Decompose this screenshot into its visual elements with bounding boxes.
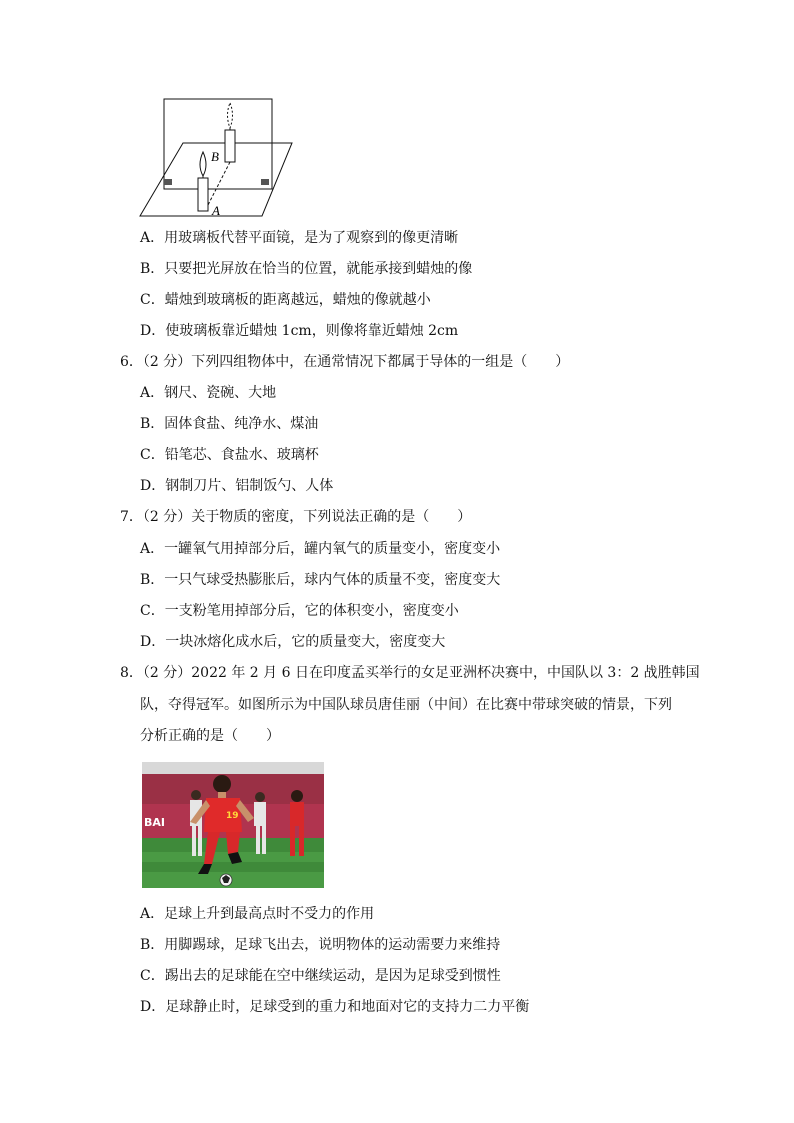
q8-option-b: B．用脚踢球，足球飞出去，说明物体的运动需要力来维持 (140, 937, 501, 953)
q5-option-a: A．用玻璃板代替平面镜，是为了观察到的像更清晰 (140, 230, 459, 246)
q8-option-c: C．踢出去的足球能在空中继续运动，是因为足球受到惯性 (140, 968, 501, 984)
q6-option-b: B．固体食盐、纯净水、煤油 (140, 416, 319, 432)
label-b: B (211, 149, 219, 164)
q6-stem: 6．（2 分）下列四组物体中，在通常情况下都属于导体的一组是（ ） (120, 354, 570, 370)
q5-option-c: C．蜡烛到玻璃板的距离越远，蜡烛的像就越小 (140, 292, 431, 308)
q7-option-d: D．一块冰熔化成水后，它的质量变大，密度变大 (140, 634, 446, 650)
q8-stem-line-1: 8．（2 分）2022 年 2 月 6 日在印度孟买举行的女足亚洲杯决赛中，中国队以 3：2 战胜韩国 (120, 665, 700, 681)
q8-option-d: D．足球静止时，足球受到的重力和地面对它的支持力二力平衡 (140, 999, 530, 1015)
q6-option-a: A．钢尺、瓷碗、大地 (140, 385, 277, 401)
q6-option-c: C．铅笔芯、食盐水、玻璃杯 (140, 447, 319, 463)
label-a: A (212, 203, 220, 218)
jersey-number: 19 (226, 811, 239, 821)
soccer-photo (142, 762, 324, 888)
plane-mirror-figure (135, 95, 315, 220)
q7-option-c: C．一支粉笔用掉部分后，它的体积变小，密度变小 (140, 603, 459, 619)
q8-option-a: A．足球上升到最高点时不受力的作用 (140, 906, 375, 922)
q5-option-d: D．使玻璃板靠近蜡烛 1cm，则像将靠近蜡烛 2cm (140, 323, 459, 339)
board-text: BAI (144, 816, 165, 829)
q7-option-b: B．一只气球受热膨胀后，球内气体的质量不变，密度变大 (140, 572, 501, 588)
q7-option-a: A．一罐氧气用掉部分后，罐内氧气的质量变小，密度变小 (140, 541, 501, 557)
q5-option-b: B．只要把光屏放在恰当的位置，就能承接到蜡烛的像 (140, 261, 473, 277)
q8-stem-line-3: 分析正确的是（ ） (140, 728, 280, 744)
q8-stem-line-2: 队，夺得冠军。如图所示为中国队球员唐佳丽（中间）在比赛中带球突破的情景，下列 (140, 697, 672, 713)
q6-option-d: D．钢制刀片、铝制饭勺、人体 (140, 478, 334, 494)
q7-stem: 7．（2 分）关于物质的密度，下列说法正确的是（ ） (120, 509, 472, 525)
